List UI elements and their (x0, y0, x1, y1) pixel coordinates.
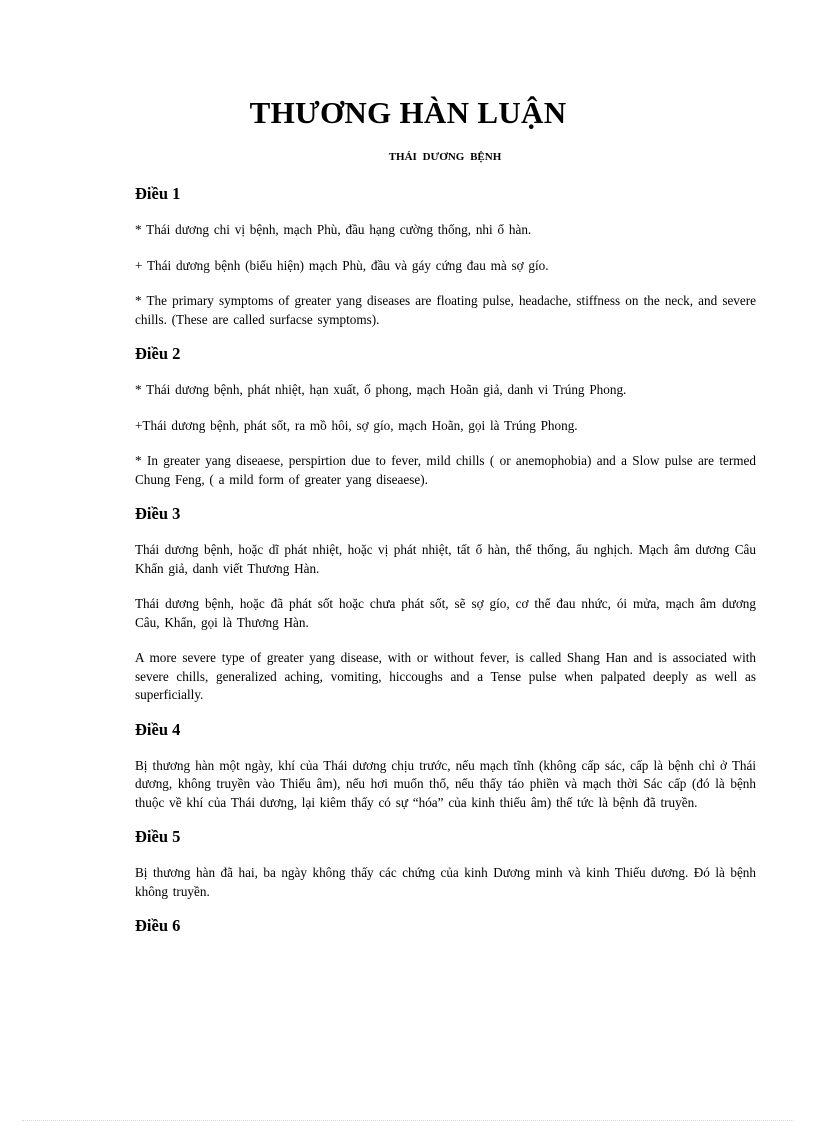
section-heading: Điều 2 (135, 344, 181, 363)
paragraph: Thái dương bệnh, hoặc đã phát sốt hoặc chưa phát sốt, sẽ sợ gío, cơ thể đau nhức, ói mửa, mạch âm dương Câu, Khẩn, gọi là Thương Hàn. (135, 596, 756, 630)
paragraph: +Thái dương bệnh, phát sốt, ra mồ hôi, sợ gío, mạch Hoãn, gọi là Trúng Phong. (135, 417, 578, 433)
paragraph: + Thái dương bệnh (biểu hiện) mạch Phù, đầu và gáy cứng đau mà sợ gío. (135, 257, 549, 273)
section-dieu-2 (135, 343, 756, 489)
paragraph: A more severe type of greater yang disease, with or without fever, is called Shang Han and is associated with severe chills, generalized aching, vomiting, hiccoughs and a Tense pulse when palpated deeply as well as superficially. (135, 650, 756, 702)
section-heading: Điều 3 (135, 504, 181, 523)
section-heading: Điều 4 (135, 719, 181, 739)
paragraph: * Thái dương chi vị bệnh, mạch Phù, đầu hạng cường thống, nhi ố hàn. (135, 222, 532, 237)
paragraph: Thái dương bệnh, hoặc dĩ phát nhiệt, hoặc vị phát nhiệt, tất ố hàn, thể thống, ẩu nghịch. Mạch âm dương Câu Khẩn giả, danh viết Thương Hàn. (135, 542, 756, 576)
section-heading: Điều 1 (135, 184, 181, 203)
paragraph: * In greater yang diseaese, perspirtion due to fever, mild chills ( or anemophobia) and a Slow pulse are termed Chung Feng, ( a mild form of greater yang diseaese). (135, 453, 756, 487)
document-title: THƯƠNG HÀN LUẬN (249, 95, 567, 130)
section-dieu-3 (135, 503, 756, 705)
page-bottom-divider (22, 1120, 794, 1121)
section-heading: Điều 5 (135, 827, 181, 846)
section-dieu-6 (135, 915, 756, 937)
section-heading: Điều 6 (135, 916, 181, 935)
paragraph: Bị thương hàn đã hai, ba ngày không thấy các chứng của kinh Dương minh và kinh Thiếu dương. Đó là bệnh không truyền. (135, 865, 756, 899)
paragraph: Bị thương hàn một ngày, khí của Thái dương chịu trước, nếu mạch tĩnh (không cấp sác, cấp là bệnh chỉ ở Thái dương, không truyền vào Thiếu âm), nếu hơi muốn thổ, nếu thấy táo phiền và mạch thời Sác cấp (đó là bệnh thuộc về khí của Thái dương, lại kiêm thấy có sự “hóa” của kinh thiếu âm) thế tức là bệnh đã truyền. (135, 757, 756, 810)
paragraph: * Thái dương bệnh, phát nhiệt, hạn xuất, ố phong, mạch Hoãn giả, danh vi Trúng Phong. (135, 382, 627, 397)
section-dieu-5 (135, 826, 756, 901)
section-dieu-1 (135, 183, 756, 329)
section-dieu-4 (135, 719, 756, 813)
document-subtitle: THÁI DƯƠNG BỆNH (388, 151, 502, 163)
document-body (135, 183, 756, 953)
paragraph: * The primary symptoms of greater yang diseases are floating pulse, headache, stiffness on the neck, and severe chills. (These are called surfacse symptoms). (135, 293, 756, 327)
